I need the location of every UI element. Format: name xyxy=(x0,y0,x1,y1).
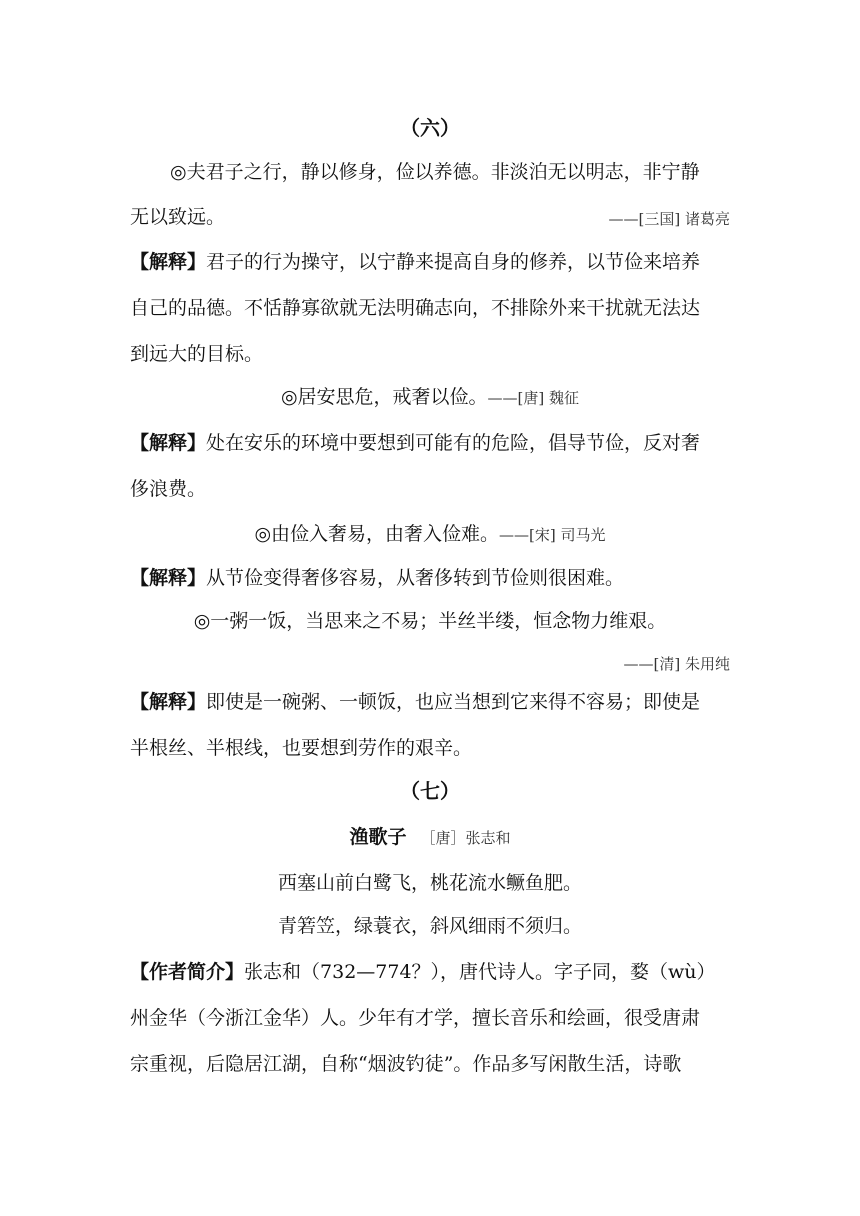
bio-line-2: 州金华（今浙江金华）人。少年有才学，擅长音乐和绘画，很受唐肃 xyxy=(130,1007,701,1029)
poem-title: 渔歌子 xyxy=(349,826,407,848)
explanation-1-line-1 xyxy=(130,250,700,274)
quote-3-source: ——[宋] 司马光 xyxy=(499,526,606,544)
quote-1-source: ——[三国] 诸葛亮 xyxy=(608,210,730,228)
explanation-3-line-1 xyxy=(130,566,624,590)
bio-text: 张志和（732—774？），唐代诗人。字子同，婺（wù） xyxy=(244,961,716,983)
quote-1-line-1: ◎夫君子之行，静以修身，俭以养德。非淡泊无以明志，非宁静 xyxy=(170,161,700,183)
explanation-text: 处在安乐的环境中要想到可能有的危险，倡导节俭，反对奢 xyxy=(206,432,701,454)
bio-line-1 xyxy=(130,960,716,984)
quote-1-line-2: 无以致远。 xyxy=(130,206,226,228)
explanation-label: 【解释】 xyxy=(130,567,207,589)
quote-4-source: ——[清] 朱用纯 xyxy=(623,655,730,673)
explanation-label: 【解释】 xyxy=(130,251,207,273)
quote-4: ◎一粥一饭，当思来之不易；半丝半缕，恒念物力维艰。 xyxy=(193,610,667,632)
section-heading-6: （六） xyxy=(400,116,460,140)
bio-line-3: 宗重视，后隐居江湖，自称“烟波钓徒”。作品多写闲散生活，诗歌 xyxy=(130,1053,682,1075)
bio-label: 【作者简介】 xyxy=(130,961,245,983)
quote-3-text: ◎由俭入奢易，由奢入俭难。 xyxy=(254,523,500,545)
quote-3 xyxy=(0,522,860,547)
explanation-1-line-3: 到远大的目标。 xyxy=(130,343,264,365)
quote-2-text: ◎居安思危，戒奢以俭。 xyxy=(280,386,488,408)
explanation-4-line-2: 半根丝、半根线，也要想到劳作的艰辛。 xyxy=(130,737,473,759)
explanation-1-line-2: 自己的品德。不恬静寡欲就无法明确志向，不排除外来干扰就无法达 xyxy=(130,297,701,319)
explanation-text: 即使是一碗粥、一顿饭，也应当想到它来得不容易；即使是 xyxy=(206,691,701,713)
quote-2-source: ——[唐] 魏征 xyxy=(487,389,580,407)
poem-title-line xyxy=(0,825,860,850)
explanation-2-line-2: 侈浪费。 xyxy=(130,478,207,500)
poem-line-1: 西塞山前白鹭飞，桃花流水鳜鱼肥。 xyxy=(277,872,582,894)
quote-2 xyxy=(0,385,860,410)
explanation-text: 君子的行为操守，以宁静来提高自身的修养，以节俭来培养 xyxy=(206,251,701,273)
poem-line-2: 青箬笠，绿蓑衣，斜风细雨不须归。 xyxy=(277,915,582,937)
explanation-2-line-1 xyxy=(130,431,700,455)
explanation-label: 【解释】 xyxy=(130,432,207,454)
section-heading-7: （七） xyxy=(400,779,460,803)
explanation-4-line-1 xyxy=(130,690,700,714)
explanation-text: 从节俭变得奢侈容易，从奢侈转到节俭则很困难。 xyxy=(206,567,625,589)
poem-author: ［唐］张志和 xyxy=(420,829,511,847)
explanation-label: 【解释】 xyxy=(130,691,207,713)
